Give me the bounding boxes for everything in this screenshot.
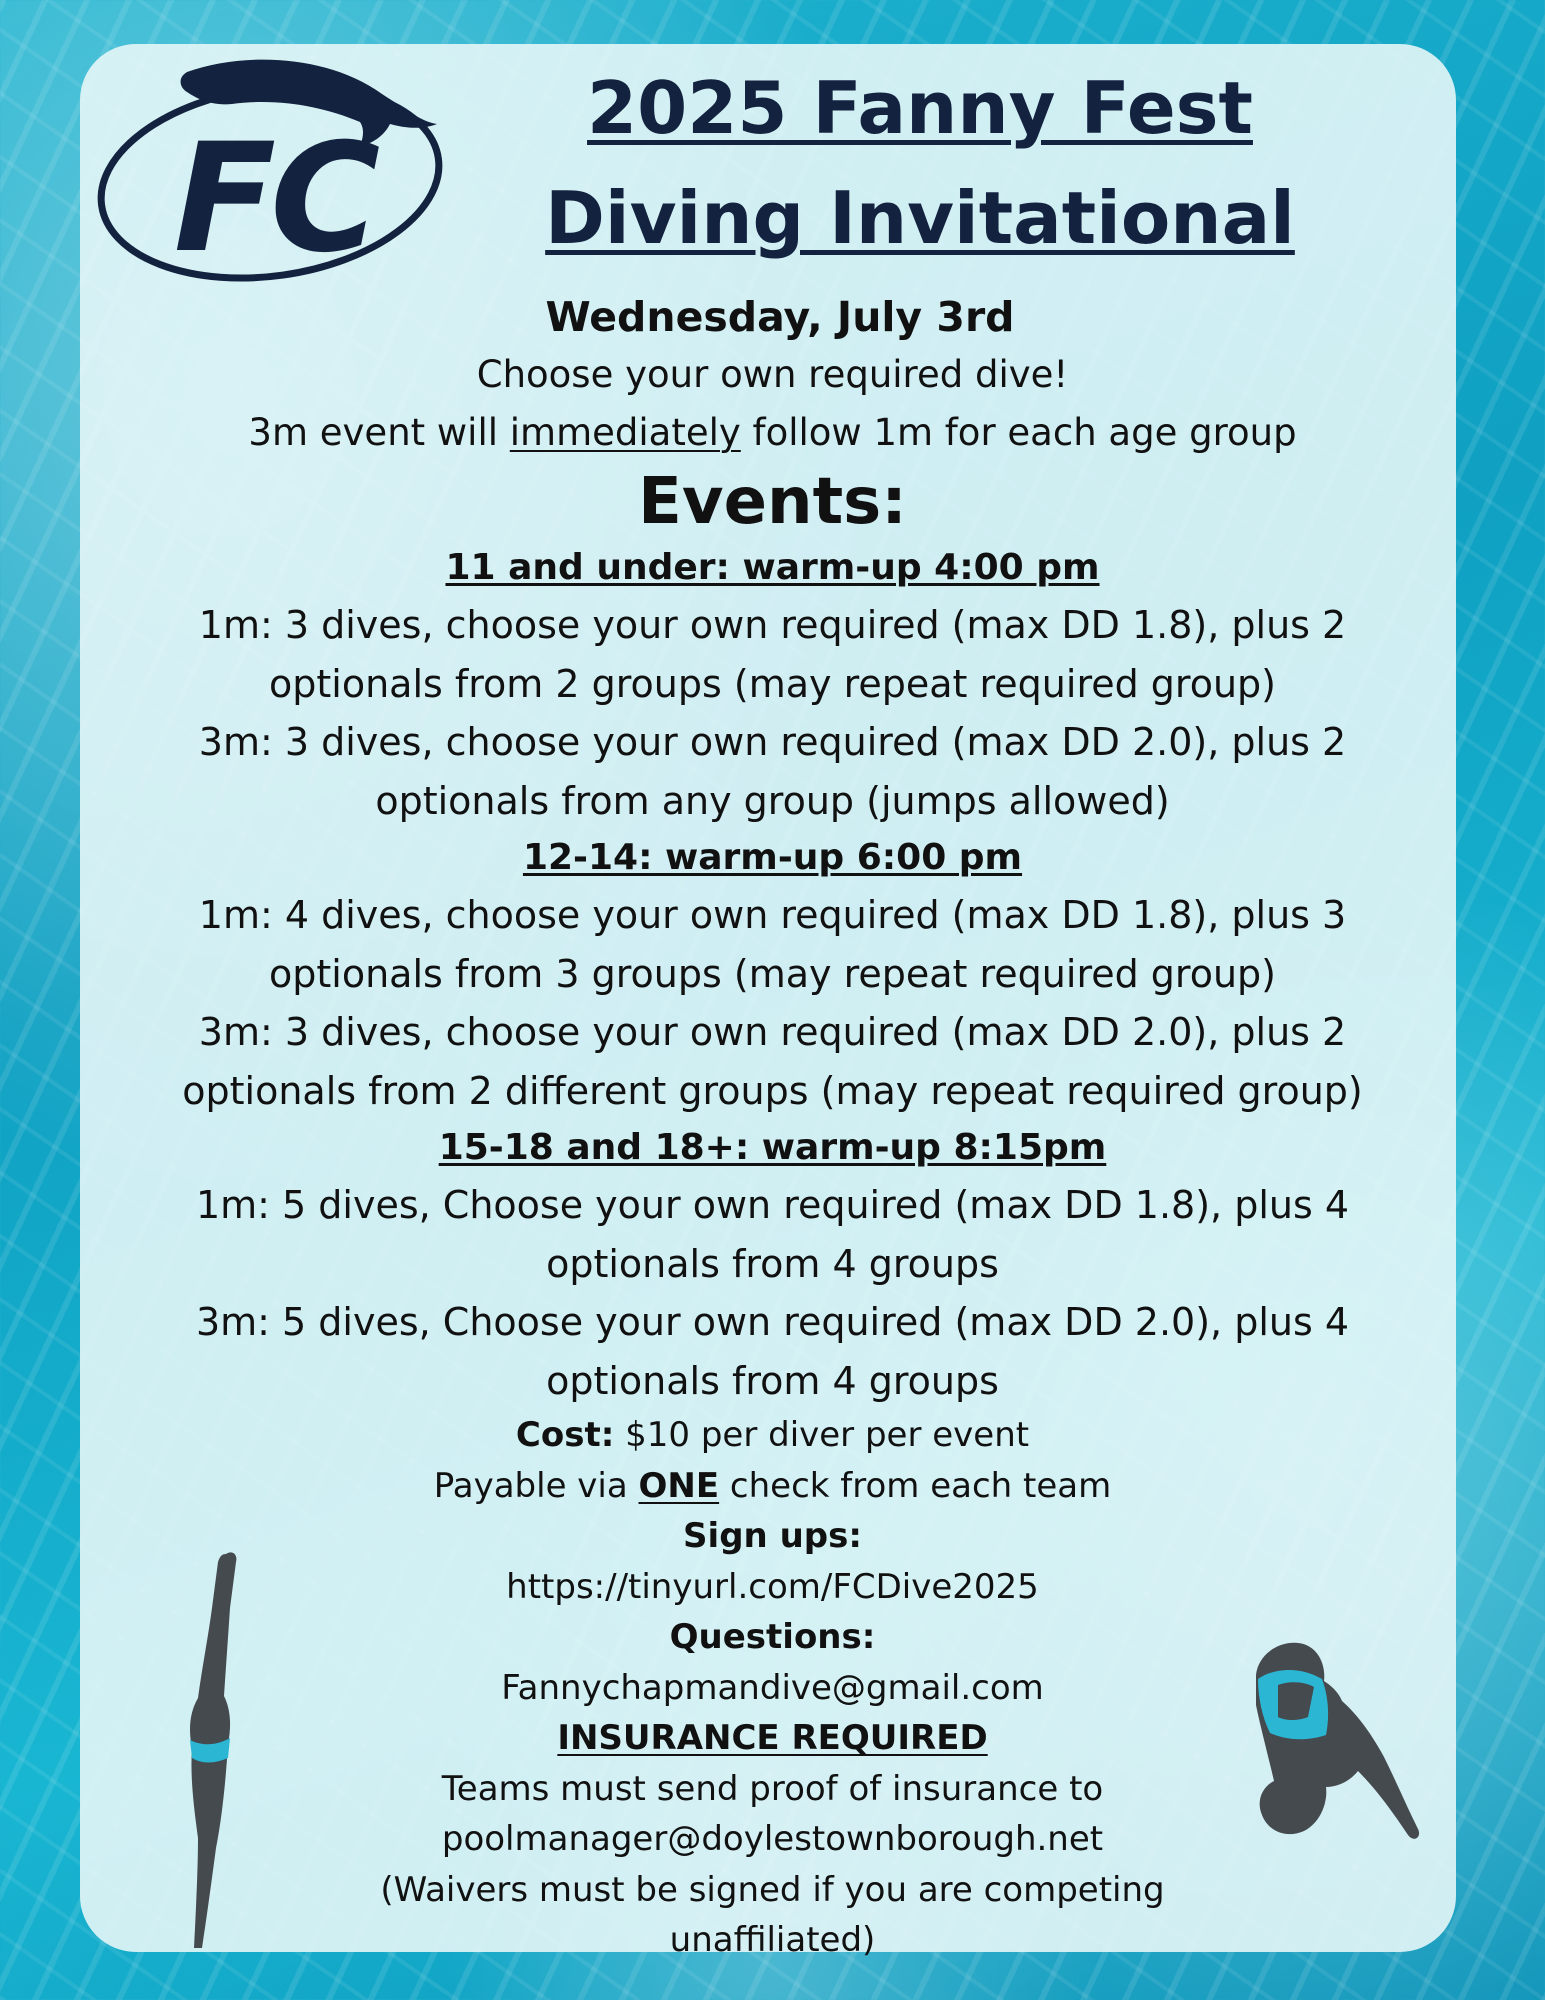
event-date: Wednesday, July 3rd (545, 293, 1015, 341)
intro-text: 3m event will (248, 411, 510, 454)
cost-line (0, 1410, 1545, 1461)
cost-value: $10 per diver per event (614, 1415, 1030, 1455)
age-group-title: 12-14: warm-up 6:00 pm (522, 837, 1023, 878)
signups-link[interactable]: https://tinyurl.com/FCDive2025 (506, 1566, 1039, 1607)
insurance-email[interactable]: poolmanager@doylestownborough.net (441, 1819, 1104, 1859)
events-heading: Events: (638, 465, 907, 539)
event-rule-line: optionals from 3 groups (may repeat required group) (269, 951, 1276, 996)
insurance-heading: INSURANCE REQUIRED (557, 1718, 988, 1758)
waiver-line-1: (Waivers must be signed if you are competing (380, 1869, 1165, 1910)
questions-label: Questions: (669, 1617, 876, 1657)
payable-text-end: check from each team (719, 1465, 1112, 1506)
event-rule-line: optionals from any group (jumps allowed) (375, 778, 1170, 823)
questions-email[interactable]: Fannychapmandive@gmail.com (501, 1667, 1044, 1708)
age-group-title: 11 and under: warm-up 4:00 pm (445, 547, 1100, 588)
title-line-1: 2025 Fanny Fest (587, 66, 1253, 150)
event-rule-line: 3m: 5 dives, Choose your own required (max DD 2.0), plus 4 (195, 1300, 1350, 1344)
payable-emphasis: ONE (638, 1465, 720, 1506)
payable-line (0, 1461, 1545, 1512)
diver-pike-icon (1238, 1625, 1428, 1855)
event-rule-line: optionals from 4 groups (546, 1358, 999, 1403)
cost-label: Cost: (515, 1415, 615, 1455)
event-rule-line: 1m: 5 dives, Choose your own required (max DD 1.8), plus 4 (195, 1183, 1350, 1227)
intro-emphasis: immediately (509, 411, 741, 454)
waiver-line-2: unaffiliated) (669, 1920, 876, 1960)
logo-text: FC (173, 112, 375, 282)
event-rule-line: optionals from 2 groups (may repeat required group) (269, 661, 1276, 706)
event-rule-line: 3m: 3 dives, choose your own required (max DD 2.0), plus 2 (198, 1010, 1347, 1054)
signups-label: Sign ups: (683, 1516, 862, 1556)
event-rule-line: optionals from 4 groups (546, 1241, 999, 1286)
fc-logo (92, 32, 452, 282)
intro-line-1: Choose your own required dive! (476, 353, 1069, 396)
event-rule-line: optionals from 2 different groups (may repeat required group) (182, 1068, 1363, 1113)
event-rule-line: 1m: 4 dives, choose your own required (max DD 1.8), plus 3 (198, 893, 1347, 937)
payable-text: Payable via (433, 1465, 639, 1506)
intro-line-2 (0, 404, 1545, 462)
diver-vertical-icon (168, 1548, 258, 1958)
event-rule-line: 3m: 3 dives, choose your own required (max DD 2.0), plus 2 (198, 720, 1347, 764)
age-group-title: 15-18 and 18+: warm-up 8:15pm (438, 1127, 1107, 1168)
intro-text-end: follow 1m for each age group (740, 411, 1297, 454)
insurance-line-1: Teams must send proof of insurance to (441, 1768, 1104, 1809)
event-rule-line: 1m: 3 dives, choose your own required (max DD 1.8), plus 2 (198, 603, 1347, 647)
title-line-2: Diving Invitational (545, 176, 1295, 260)
